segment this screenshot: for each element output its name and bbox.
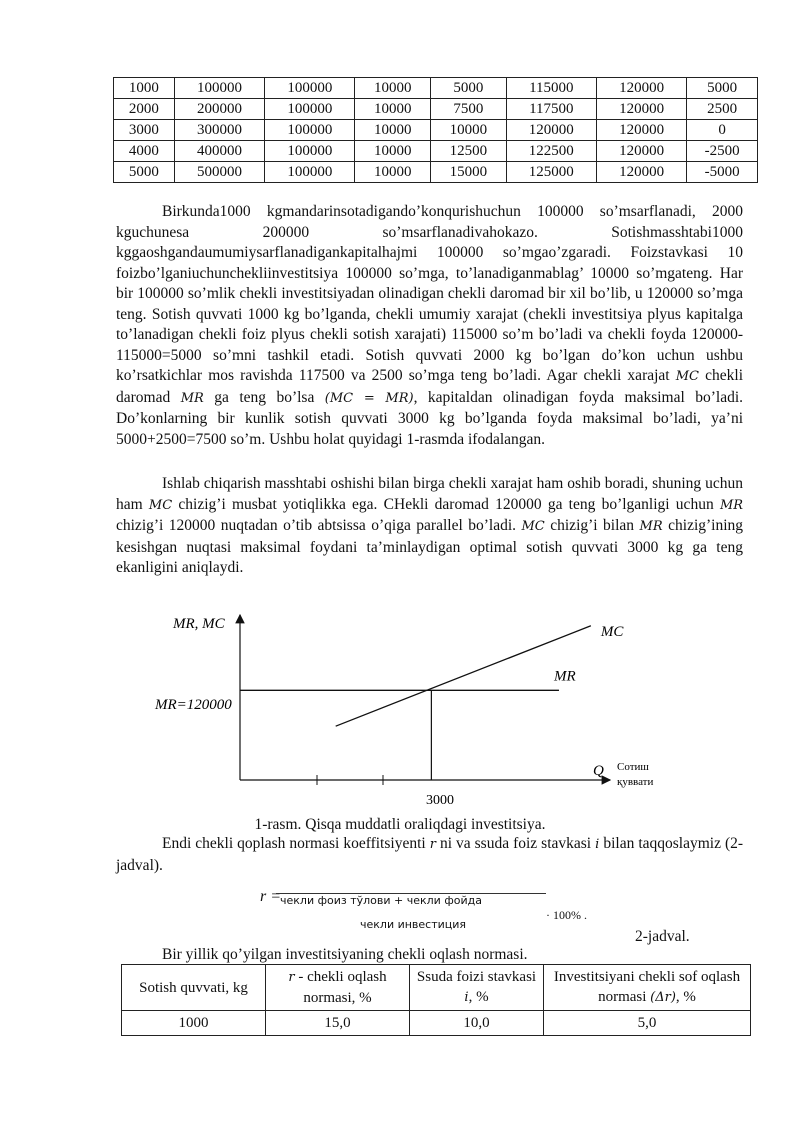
table-cell: 125000 — [506, 162, 596, 183]
mc-line — [336, 626, 591, 726]
table-cell: 0 — [687, 120, 758, 141]
table-cell: 10000 — [355, 141, 431, 162]
header-cell: Investitsiyani chekli sof oqlash normasi (Δr), % — [544, 965, 751, 1011]
table-cell: 122500 — [506, 141, 596, 162]
table-cell: 10000 — [355, 78, 431, 99]
table-cell: 10,0 — [410, 1011, 544, 1036]
header-cell: r - chekli oqlash normasi, % — [266, 965, 410, 1011]
table-cell: 300000 — [174, 120, 264, 141]
mr-mc-chart — [140, 605, 680, 810]
paragraph-3: Endi chekli qoplash normasi koeffitsiyenti r ni va ssuda foiz stavkasi i bilan taqqoslaymiz (2-jadval). — [116, 835, 744, 874]
table-cell: 120000 — [596, 78, 686, 99]
y-axis-label: MR, MC — [173, 616, 225, 632]
table-cell: 100000 — [174, 78, 264, 99]
table-cell: 7500 — [431, 99, 507, 120]
table-cell: 120000 — [596, 120, 686, 141]
table-cell: 10000 — [355, 99, 431, 120]
table-cell: 100000 — [265, 141, 355, 162]
table-cell: 100000 — [265, 78, 355, 99]
header-cell: Sotish quvvati, kg — [122, 965, 266, 1011]
table-cell: 5000 — [114, 162, 175, 183]
mr-value-label: MR=120000 — [155, 697, 232, 713]
table-cell: 10000 — [355, 120, 431, 141]
paragraph-1: Birkunda1000 kgmandarinsotadigando’konqurishuchun 100000 so’msarflanadi, 2000 kguchunesa 200000 so’msarflanadivahokazo. Sotishmasshtabi1000 kggaoshgandaumumiysarflanadigankapitalhajmi 100000 so’mgao’zgaradi. Foizstavkasi 10 foizbo’lganiuchunchekliinvestitsiya 100000 so’mga, to’lanadiganmablag’ 10000 so’mgateng. Har bir 100000 so’mlik chekli investitsiyadan olinadigan chekli daromad bir xil bo’lib, u 120000 so’mga teng. Sotish quvvati 1000 kg bo’lganda, chekli umumiy xarajat (chekli investitsiya plyus kapitalga to’lanadigan chekli foiz plyus chekli sotish xarajati) 115000 so’m bo’ladi va chekli foyda 120000-115000=5000 so’mni tashkil etadi. Sotish quvvati 2000 kg bo’lgan do’kon uchun ushbu ko’rsatkichlar mos ravishda 117500 va 2500 so’mga teng bo’ladi. Agar chekli xarajat MC chekli daromad MR ga teng bo’lsa (MC = MR), kapitaldan olinadigan foyda maksimal bo’ladi. Do’konlarning bir kunlik sotish quvvati 3000 kg bo’lganda foyda maksimal bo’ladi, ya’ni 5000+2500=7500 so’m. Ushbu holat quyidagi 1-rasmda ifodalangan. — [116, 203, 744, 448]
table-cell: 4000 — [114, 141, 175, 162]
table-cell: 5000 — [687, 78, 758, 99]
table-row — [114, 78, 758, 99]
x-axis-label: Q — [593, 763, 604, 779]
table-cell: 100000 — [265, 120, 355, 141]
table-cell: 2500 — [687, 99, 758, 120]
table-cell: 500000 — [174, 162, 264, 183]
table-cell: 10000 — [431, 120, 507, 141]
table-header-row — [122, 965, 751, 1011]
table-cell: 3000 — [114, 120, 175, 141]
x-axis-note: қуввати — [617, 776, 654, 788]
table-cell: 120000 — [596, 99, 686, 120]
table-cell: 10000 — [355, 162, 431, 183]
table-row — [114, 162, 758, 183]
table-number: 2-jadval. — [635, 928, 690, 945]
table-cell: 5000 — [431, 78, 507, 99]
table-cell: 1000 — [122, 1011, 266, 1036]
table-cell: 200000 — [174, 99, 264, 120]
marginal-data-table — [113, 77, 758, 183]
table-row — [114, 120, 758, 141]
table-cell: 120000 — [506, 120, 596, 141]
table-cell: 15000 — [431, 162, 507, 183]
table-cell: 400000 — [174, 141, 264, 162]
figure-caption: 1-rasm. Qisqa muddatli oraliqdagi investitsiya. — [254, 816, 546, 833]
x-axis-note: Сотиш — [617, 761, 649, 773]
table-cell: 15,0 — [266, 1011, 410, 1036]
table-cell: -5000 — [687, 162, 758, 183]
mr-series-label: MR — [553, 668, 576, 685]
x-tick-label: 3000 — [426, 793, 454, 808]
table-title: Bir yillik qo’yilgan investitsiyaning chekli oqlash normasi. — [162, 946, 528, 963]
table-row — [122, 1011, 751, 1036]
table-cell: 5,0 — [544, 1011, 751, 1036]
table-cell: 1000 — [114, 78, 175, 99]
header-cell: Ssuda foizi stavkasi i, % — [410, 965, 544, 1011]
paragraph-2: Ishlab chiqarish masshtabi oshishi bilan birga chekli xarajat ham oshib boradi, shuning uchun ham MC chizig’i musbat yotiqlikka ega. CHekli daromad 120000 ga teng bo’lganligi uchun MR chizig’i 120000 nuqtadan o’tib abtsissa o’qiga parallel bo’ladi. MC chizig’i bilan MR chizig’ining kesishgan nuqtasi maksimal foydani ta’minlaydigan optimal sotish quvvati 3000 kg ga teng ekanligini aniqlaydi. — [116, 475, 744, 576]
table-row — [114, 141, 758, 162]
table-cell: 120000 — [596, 162, 686, 183]
table-cell: 115000 — [506, 78, 596, 99]
return-rate-table — [121, 964, 751, 1036]
table-row — [114, 99, 758, 120]
table-cell: 120000 — [596, 141, 686, 162]
table-cell: 100000 — [265, 99, 355, 120]
mc-series-label: MC — [600, 623, 624, 640]
table-cell: 117500 — [506, 99, 596, 120]
return-rate-formula: r = чекли фоиз тўлови + чекли фойда чекли инвестиция · 100% . — [260, 888, 587, 931]
table-cell: 2000 — [114, 99, 175, 120]
table-cell: 100000 — [265, 162, 355, 183]
table-cell: -2500 — [687, 141, 758, 162]
table-cell: 12500 — [431, 141, 507, 162]
